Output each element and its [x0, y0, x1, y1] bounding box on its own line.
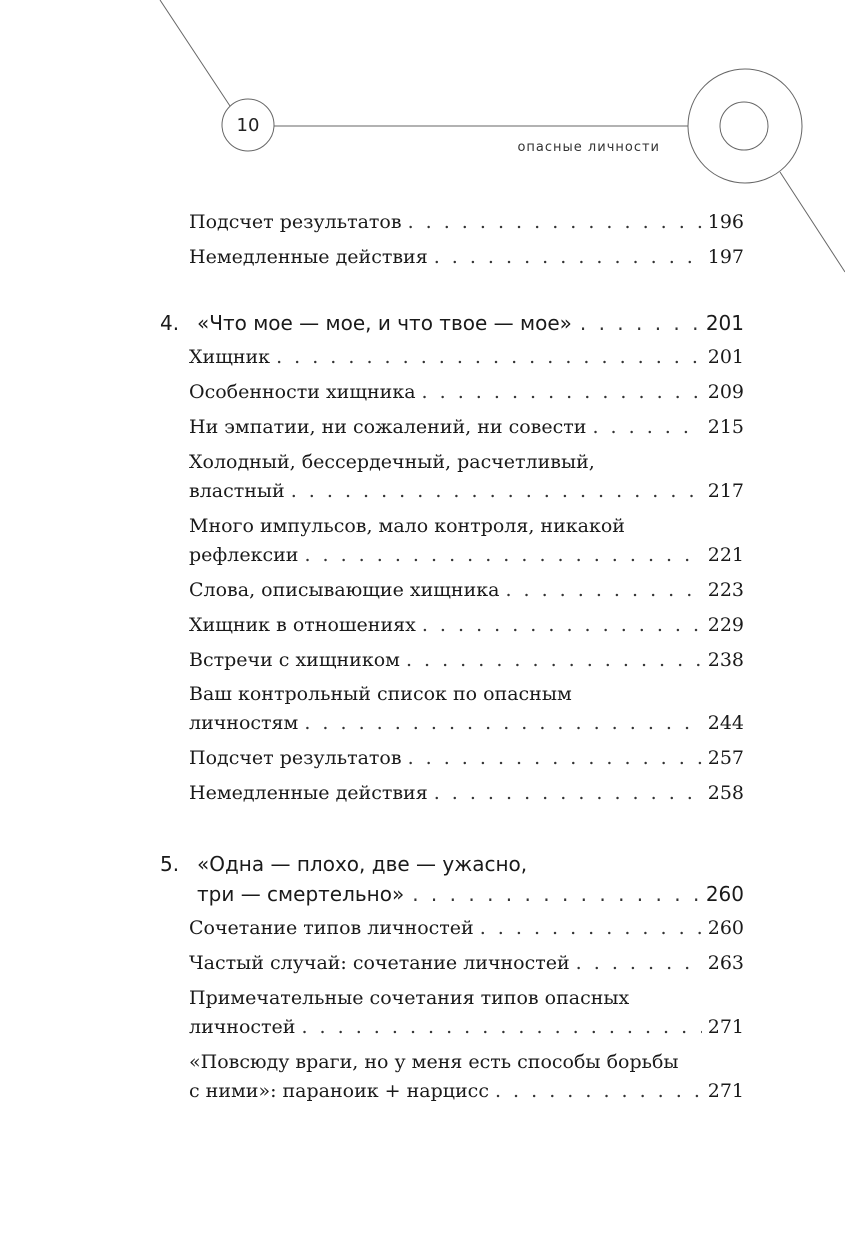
toc-entry-page: 229	[707, 614, 744, 636]
leader-dots	[406, 646, 702, 675]
toc-entry-title: Подсчет результатов	[189, 747, 402, 769]
chapter-number: 4.	[160, 311, 180, 335]
leader-dots	[408, 744, 702, 773]
toc-entry-title: Немедленные действия	[189, 246, 428, 268]
toc-entry-page: 263	[707, 952, 744, 974]
toc-entry-title: Хищник в отношениях	[189, 614, 416, 636]
toc-entry[interactable]	[189, 914, 744, 943]
leader-dots	[580, 308, 698, 338]
toc-entry-title-line1: «Повсюду враги, но у меня есть способы борьбы	[189, 1051, 679, 1073]
page-number: 10	[236, 114, 260, 136]
toc-entry-page: 221	[707, 544, 744, 566]
toc-entry-page: 196	[707, 211, 744, 233]
inner-ring	[720, 102, 768, 150]
leader-dots	[576, 949, 702, 978]
toc-entry-title-line1: Холодный, бессердечный, расчетливый,	[189, 451, 595, 473]
toc-entry-page: 238	[707, 649, 744, 671]
toc-entry-page: 244	[707, 712, 744, 734]
toc-entry-page: 201	[707, 346, 744, 368]
leader-dots	[301, 1013, 701, 1042]
toc-entry-page: 217	[707, 480, 744, 502]
chapter-title: три — смертельно»	[197, 882, 405, 906]
toc-entry[interactable]	[189, 744, 744, 773]
toc-entry-title: Хищник	[189, 346, 271, 368]
chapter-page: 260	[705, 882, 744, 906]
toc-entry-page: 257	[707, 747, 744, 769]
leader-dots	[434, 779, 702, 808]
toc-entry-title: личностям	[189, 712, 299, 734]
toc-entry-page: 258	[707, 782, 744, 804]
toc-entry-page: 271	[707, 1016, 744, 1038]
toc-entry-title-line1: Примечательные сочетания типов опасных	[189, 987, 630, 1009]
running-title: опасные личности	[517, 140, 660, 155]
toc-entry-title: Ни эмпатии, ни сожалений, ни совести	[189, 416, 587, 438]
chapter-title-line1: «Одна — плохо, две — ужасно,	[197, 852, 528, 876]
toc-entry[interactable]	[189, 448, 744, 506]
toc-entry[interactable]	[189, 680, 744, 738]
toc-entry[interactable]	[189, 576, 744, 605]
toc-entry[interactable]	[189, 779, 744, 808]
leader-dots	[276, 343, 702, 372]
toc-entry-title-line1: Много импульсов, мало контроля, никакой	[189, 515, 625, 537]
diagonal-line-top	[160, 0, 230, 106]
toc-entry[interactable]	[189, 611, 744, 640]
toc-entry[interactable]	[189, 512, 744, 570]
toc-entry[interactable]	[189, 378, 744, 407]
toc-entry-title: Подсчет результатов	[189, 211, 402, 233]
leader-dots	[304, 541, 701, 570]
toc-entry-page: 215	[707, 416, 744, 438]
toc-entry-title: Встречи с хищником	[189, 649, 400, 671]
toc-entry-title-line1: Ваш контрольный список по опасным	[189, 683, 572, 705]
leader-dots	[592, 413, 701, 442]
leader-dots	[422, 611, 702, 640]
leader-dots	[480, 914, 702, 943]
toc-entry-title: Частый случай: сочетание личностей	[189, 952, 570, 974]
toc-entry[interactable]	[189, 208, 744, 237]
leader-dots	[422, 378, 702, 407]
toc-entry[interactable]	[189, 984, 744, 1042]
toc-entry-page: 223	[707, 579, 744, 601]
leader-dots	[291, 477, 702, 506]
chapter-page: 201	[705, 311, 744, 335]
leader-dots	[434, 243, 702, 272]
toc-entry-page: 197	[707, 246, 744, 268]
chapter-title: «Что мое — мое, и что твое — мое»	[197, 311, 572, 335]
toc-entry-title: Немедленные действия	[189, 782, 428, 804]
toc-entry-title: с ними»: параноик + нарцисс	[189, 1080, 489, 1102]
toc-entry[interactable]	[189, 243, 744, 272]
leader-dots	[408, 208, 702, 237]
leader-dots	[412, 879, 698, 909]
toc-entry[interactable]	[189, 949, 744, 978]
toc-entry-page: 209	[707, 381, 744, 403]
leader-dots	[495, 1077, 702, 1106]
outer-ring	[688, 69, 802, 183]
toc-entry-title: Особенности хищника	[189, 381, 416, 403]
toc-entry-title: рефлексии	[189, 544, 299, 566]
leader-dots	[505, 576, 701, 605]
toc-entry-title: Сочетание типов личностей	[189, 917, 474, 939]
diagonal-line-right	[780, 172, 845, 272]
toc-entry[interactable]	[189, 343, 744, 372]
toc-entry-page: 260	[707, 917, 744, 939]
toc-entry-page: 271	[707, 1080, 744, 1102]
chapter-number: 5.	[160, 852, 180, 876]
chapter-heading[interactable]	[160, 308, 744, 338]
toc-entry-title: Слова, описывающие хищника	[189, 579, 500, 601]
toc-entry-title: властный	[189, 480, 285, 502]
toc-entry[interactable]	[189, 1048, 744, 1106]
chapter-heading[interactable]	[160, 849, 744, 909]
leader-dots	[304, 709, 701, 738]
toc-entry[interactable]	[189, 646, 744, 675]
toc-entry[interactable]	[189, 413, 744, 442]
toc-entry-title: личностей	[189, 1016, 296, 1038]
